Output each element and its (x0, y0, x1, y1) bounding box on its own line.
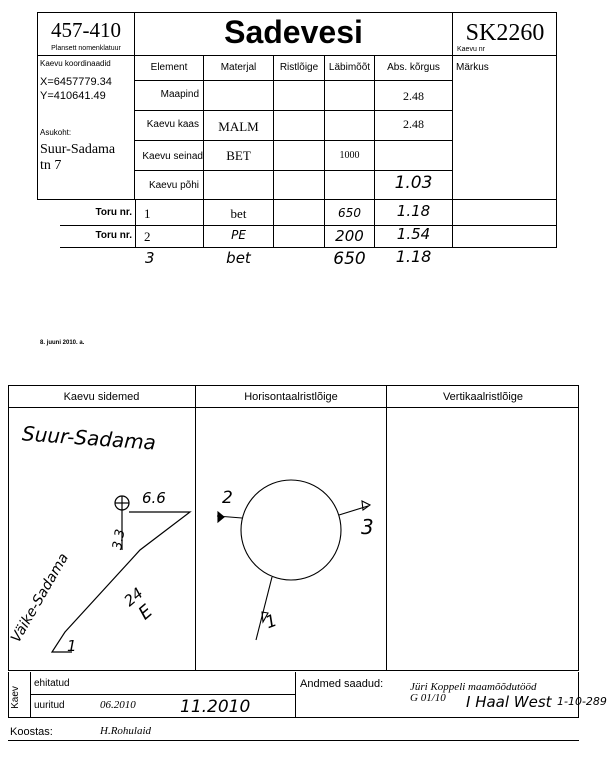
built-label: ehitatud (34, 678, 70, 689)
row-material: MALM (218, 119, 259, 134)
signature: I Haal West (466, 693, 552, 711)
street-suur-sadama: Suur-Sadama (21, 421, 157, 455)
compiled-by: H.Rohulaid (100, 725, 152, 737)
pipe-label: Toru nr. (95, 207, 132, 218)
coords-label: Kaevu koordinaadid (40, 59, 111, 68)
distance-24: 24 (120, 583, 147, 611)
col-horisontaal: Horisontaalristlõige (244, 391, 338, 403)
pipe-label: Toru nr. (95, 230, 132, 241)
row-element: Kaevu seinad (142, 151, 203, 162)
col-header-section: Ristlõige (279, 62, 319, 73)
pipe-label-1: 1 (262, 610, 280, 634)
location-line2: tn 7 (40, 158, 62, 173)
row-abs: 2.48 (403, 117, 424, 131)
well-location-sketch (52, 496, 190, 652)
pipe-nr: 3 (145, 249, 155, 267)
remarks-label: Märkus (456, 62, 489, 73)
pipe-abs: 1.54 (396, 225, 431, 243)
pipe-label-3: 3 (361, 515, 374, 539)
col-header-element: Element (150, 62, 188, 73)
stamp-date: 1-10-289 (557, 695, 607, 708)
pipe-nr: 2 (144, 229, 151, 244)
pipe-nr: 1 (144, 206, 151, 221)
date-note: 8. juuni 2010. a. (40, 340, 85, 346)
row-abs: 2.48 (403, 89, 424, 103)
pipe-diameter: 650 (338, 206, 361, 220)
surveyed-label: uuritud (34, 700, 65, 711)
street-vaike-sadama: Väike-Sadama (8, 550, 72, 646)
side-label-kaev: Kaev (9, 686, 21, 709)
pipe-abs: 1.18 (395, 247, 432, 266)
col-header-abs: Abs. kõrgus (387, 62, 440, 73)
pipe-diameter: 650 (333, 249, 366, 269)
surveyed-date: 06.2010 (100, 699, 136, 711)
nomenclature-label: Plansett nomenklatuur (51, 45, 121, 52)
distance-6-6: 6.6 (142, 489, 166, 507)
row-diameter: 1000 (339, 150, 360, 161)
row-material: BET (226, 148, 251, 163)
pipe-material: bet (226, 249, 251, 267)
row-abs-handwritten: 1.03 (394, 173, 433, 193)
page-title: Sadevesi (224, 14, 363, 50)
pipe-diameter: 200 (335, 227, 364, 245)
well-circle (241, 480, 341, 580)
data-code: G 01/10 (410, 692, 446, 704)
compiled-label: Koostas: (10, 726, 53, 738)
pipe-material: PE (231, 228, 246, 242)
nomenclature-number: 457-410 (51, 18, 121, 42)
letter-e: E (134, 600, 157, 625)
coord-y: Y=410641.49 (40, 90, 106, 102)
corner-mark: 1 (67, 637, 77, 655)
location-line1: Suur-Sadama (40, 142, 116, 157)
data-source: Jüri Koppeli maamõõdutööd (410, 681, 537, 693)
col-vertikaal: Vertikaalristlõige (442, 391, 524, 403)
distance-3-3: 3.3 (110, 528, 129, 551)
pipe-abs: 1.18 (396, 202, 431, 220)
col-header-material: Materjal (220, 62, 257, 73)
row-element: Maapind (160, 89, 199, 100)
data-label: Andmed saadud: (300, 678, 384, 690)
row-element: Kaevu kaas (146, 119, 199, 130)
horizontal-section (217, 480, 370, 640)
col-header-diameter: Läbimõõt (328, 62, 371, 73)
surveyed-date-handwritten: 11.2010 (180, 697, 251, 717)
well-id: SK2260 (465, 20, 545, 46)
well-id-label: Kaevu nr (457, 46, 486, 53)
pipe-label-2: 2 (222, 488, 233, 508)
col-kaevu-sidemed: Kaevu sidemed (63, 391, 140, 403)
pipe-material: bet (230, 206, 247, 221)
coord-x: X=6457779.34 (40, 76, 112, 88)
location-label: Asukoht: (40, 128, 72, 137)
row-element: Kaevu põhi (148, 180, 199, 191)
